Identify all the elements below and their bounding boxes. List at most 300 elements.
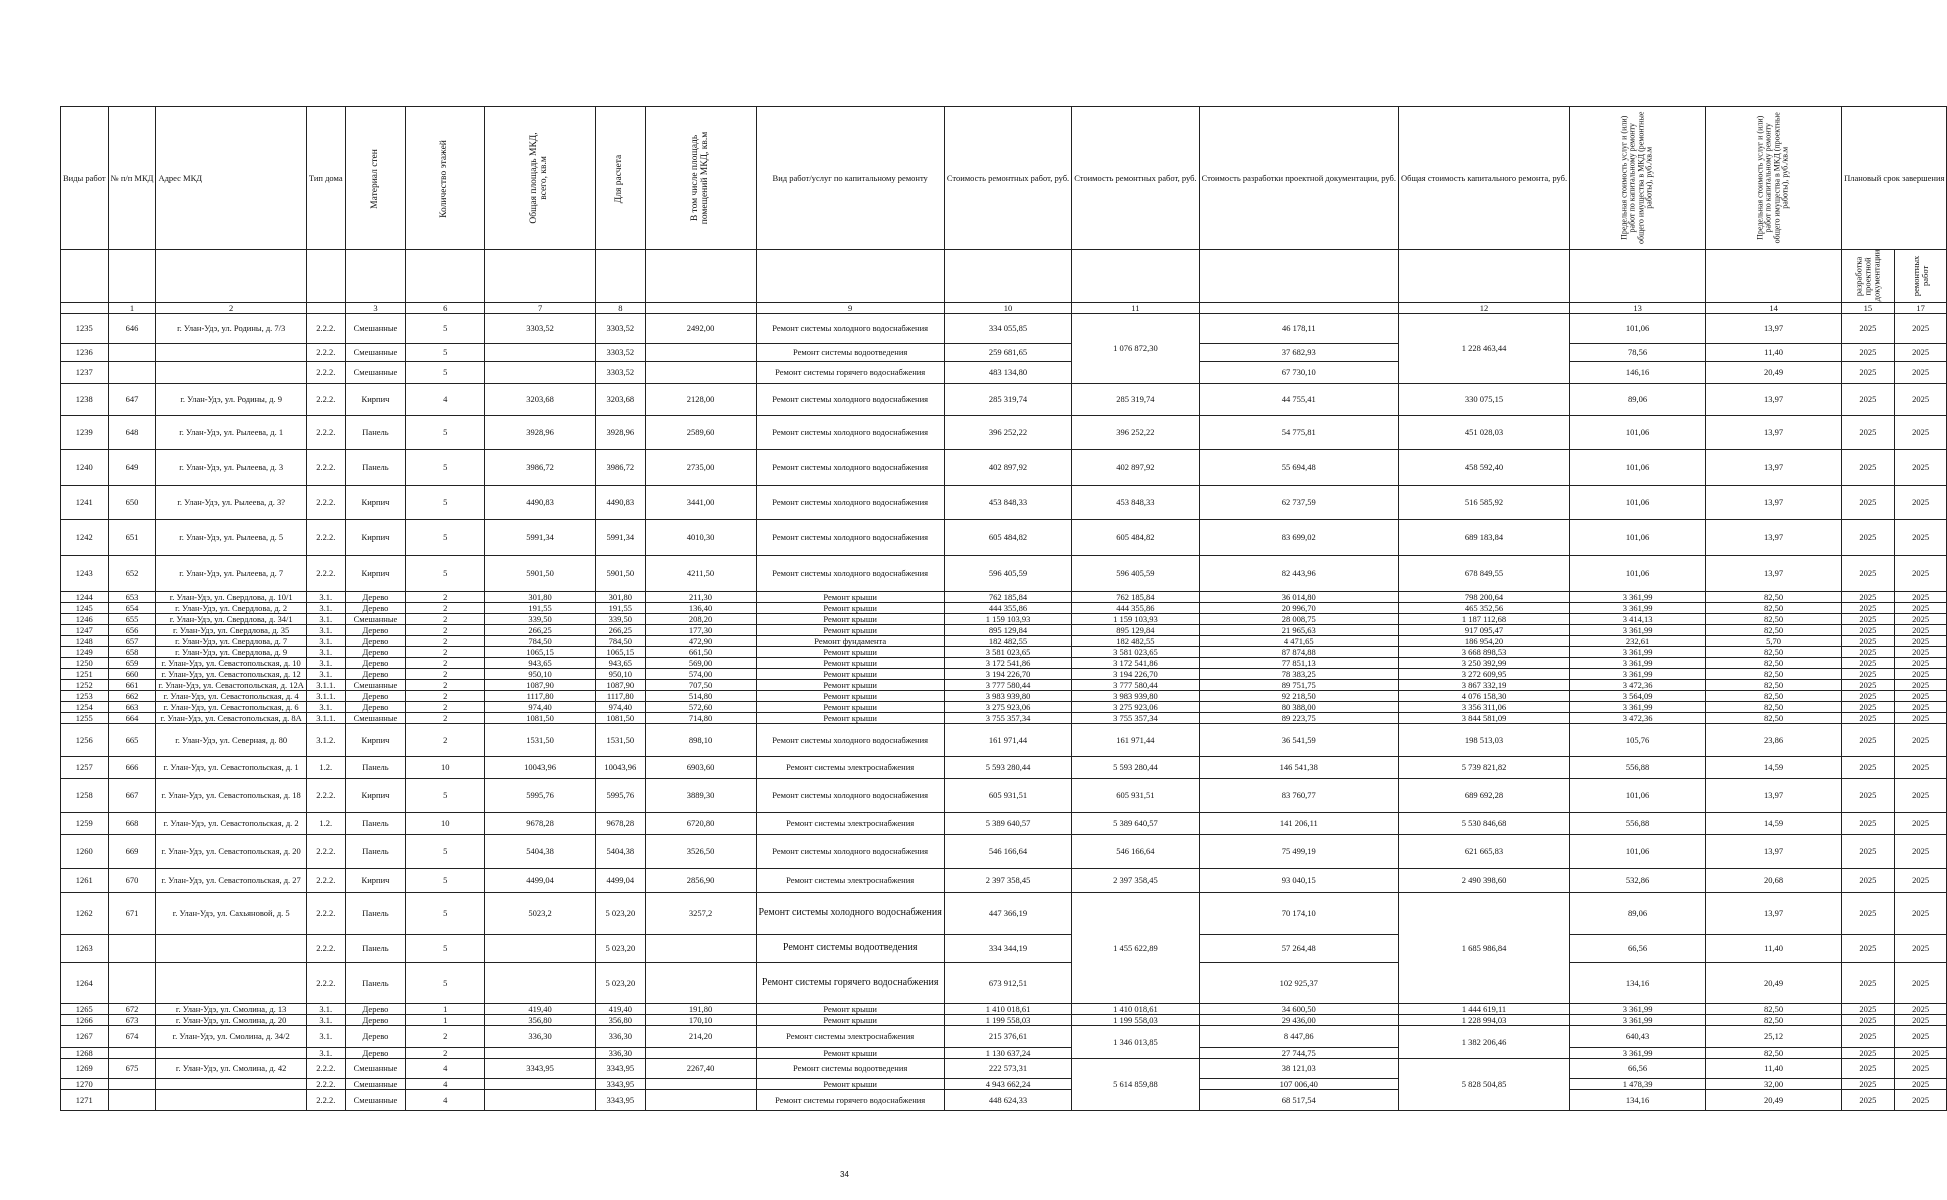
total-cost: 451 028,03 (1399, 416, 1570, 450)
repair-cost: 483 134,80 (944, 362, 1071, 384)
row-number: 1239 (61, 416, 109, 450)
floors: 5 (406, 520, 485, 556)
mkd-number: 673 (108, 1015, 156, 1026)
work-kind: Ремонт системы горячего водоснабжения (756, 963, 944, 1004)
repair-cost-total: 5 389 640,57 (1072, 813, 1199, 835)
column-number-cell: 10 (944, 303, 1071, 314)
limit-design: 14,59 (1706, 757, 1842, 779)
wall-material: Панель (345, 835, 406, 869)
house-type: 3.1. (306, 1004, 345, 1015)
repair-cost-total: 3 755 357,34 (1072, 713, 1199, 724)
deadline-repair: 2025 (1894, 813, 1947, 835)
design-cost: 83 699,02 (1199, 520, 1398, 556)
repair-cost: 3 172 541,86 (944, 658, 1071, 669)
floors: 2 (406, 691, 485, 702)
limit-design: 20,49 (1706, 1090, 1842, 1111)
house-type: 3.1. (306, 603, 345, 614)
design-cost: 54 775,81 (1199, 416, 1398, 450)
table-row (61, 869, 1947, 893)
floors: 2 (406, 680, 485, 691)
column-number-cell: 11 (1072, 303, 1199, 314)
work-kind: Ремонт системы электроснабжения (756, 869, 944, 893)
page-number: 34 (840, 1170, 849, 1179)
total-area: 1087,90 (485, 680, 596, 691)
deadline-repair: 2025 (1894, 520, 1947, 556)
total-area (485, 963, 596, 1004)
house-type: 3.1.2. (306, 724, 345, 757)
floors: 2 (406, 1048, 485, 1059)
table-row (61, 416, 1947, 450)
mkd-number (108, 935, 156, 963)
floors: 5 (406, 869, 485, 893)
work-kind: Ремонт крыши (756, 1048, 944, 1059)
header-mkd-number: № п/п МКД (108, 107, 156, 250)
repair-cost: 1 159 103,93 (944, 614, 1071, 625)
premises-area (645, 362, 756, 384)
total-area: 301,80 (485, 592, 596, 603)
premises-area: 4211,50 (645, 556, 756, 592)
wall-material: Панель (345, 450, 406, 486)
table-row (61, 691, 1947, 702)
total-cost: 186 954,20 (1399, 636, 1570, 647)
total-cost: 3 844 581,09 (1399, 713, 1570, 724)
deadline-design: 2025 (1842, 1079, 1895, 1090)
wall-material: Смешанные (345, 314, 406, 344)
calc-area: 3986,72 (596, 450, 645, 486)
work-kind: Ремонт системы холодного водоснабжения (756, 556, 944, 592)
row-number: 1261 (61, 869, 109, 893)
house-type: 2.2.2. (306, 556, 345, 592)
total-area: 266,25 (485, 625, 596, 636)
total-cost: 1 228 994,03 (1399, 1015, 1570, 1026)
floors: 5 (406, 450, 485, 486)
limit-design: 82,50 (1706, 647, 1842, 658)
limit-repair: 3 472,36 (1570, 713, 1706, 724)
header-total-cost: Общая стоимость капитального ремонта, руб. (1399, 107, 1570, 250)
calc-area: 1117,80 (596, 691, 645, 702)
total-cost: 1 228 463,44 (1399, 314, 1570, 384)
table-row (61, 556, 1947, 592)
design-cost: 70 174,10 (1199, 893, 1398, 935)
table-row (61, 935, 1947, 963)
repair-cost-total: 1 199 558,03 (1072, 1015, 1199, 1026)
column-number-cell: 13 (1570, 303, 1706, 314)
limit-repair: 101,06 (1570, 486, 1706, 520)
repair-cost: 3 777 580,44 (944, 680, 1071, 691)
repair-cost: 1 410 018,61 (944, 1004, 1071, 1015)
table-row (61, 636, 1947, 647)
deadline-design: 2025 (1842, 713, 1895, 724)
wall-material: Дерево (345, 1004, 406, 1015)
repair-cost: 448 624,33 (944, 1090, 1071, 1111)
work-kind: Ремонт системы холодного водоснабжения (756, 450, 944, 486)
mkd-number (108, 963, 156, 1004)
address: г. Улан-Удэ, ул. Севастопольская, д. 4 (156, 691, 306, 702)
floors: 4 (406, 1090, 485, 1111)
premises-area (645, 1079, 756, 1090)
row-number: 1257 (61, 757, 109, 779)
repair-cost-total: 396 252,22 (1072, 416, 1199, 450)
calc-area: 266,25 (596, 625, 645, 636)
address: г. Улан-Удэ, ул. Севастопольская, д. 10 (156, 658, 306, 669)
address: г. Улан-Удэ, ул. Севастопольская, д. 2 (156, 813, 306, 835)
repair-cost: 673 912,51 (944, 963, 1071, 1004)
total-cost: 798 200,64 (1399, 592, 1570, 603)
calc-area: 336,30 (596, 1026, 645, 1048)
deadline-design: 2025 (1842, 486, 1895, 520)
house-type: 2.2.2. (306, 835, 345, 869)
premises-area: 2735,00 (645, 450, 756, 486)
limit-design: 13,97 (1706, 314, 1842, 344)
table-row (61, 669, 1947, 680)
deadline-repair: 2025 (1894, 486, 1947, 520)
table-row (61, 1079, 1947, 1090)
limit-design: 82,50 (1706, 713, 1842, 724)
total-area: 3986,72 (485, 450, 596, 486)
house-type: 1.2. (306, 757, 345, 779)
work-kind: Ремонт крыши (756, 702, 944, 713)
premises-area: 569,00 (645, 658, 756, 669)
deadline-repair: 2025 (1894, 450, 1947, 486)
deadline-repair: 2025 (1894, 1004, 1947, 1015)
table-row (61, 893, 1947, 935)
limit-repair: 556,88 (1570, 757, 1706, 779)
deadline-design: 2025 (1842, 757, 1895, 779)
header-premises-area: В том числе площадь помещений МКД, кв.м (645, 107, 756, 250)
calc-area: 4499,04 (596, 869, 645, 893)
deadline-design: 2025 (1842, 603, 1895, 614)
total-area: 9678,28 (485, 813, 596, 835)
deadline-repair: 2025 (1894, 416, 1947, 450)
row-number: 1269 (61, 1059, 109, 1079)
deadline-design: 2025 (1842, 636, 1895, 647)
address: г. Улан-Удэ, ул. Рылеева, д. 1 (156, 416, 306, 450)
deadline-design: 2025 (1842, 1015, 1895, 1026)
total-cost: 3 867 332,19 (1399, 680, 1570, 691)
wall-material: Смешанные (345, 344, 406, 362)
column-number-cell: 15 (1842, 303, 1895, 314)
design-cost: 44 755,41 (1199, 384, 1398, 416)
mkd-number: 653 (108, 592, 156, 603)
floors: 5 (406, 935, 485, 963)
mkd-number: 648 (108, 416, 156, 450)
repair-cost-total: 1 159 103,93 (1072, 614, 1199, 625)
deadline-design: 2025 (1842, 625, 1895, 636)
calc-area: 974,40 (596, 702, 645, 713)
limit-repair: 101,06 (1570, 314, 1706, 344)
repair-cost: 259 681,65 (944, 344, 1071, 362)
calc-area: 784,50 (596, 636, 645, 647)
floors: 10 (406, 757, 485, 779)
design-cost: 20 996,70 (1199, 603, 1398, 614)
deadline-design: 2025 (1842, 835, 1895, 869)
limit-repair: 532,86 (1570, 869, 1706, 893)
deadline-repair: 2025 (1894, 362, 1947, 384)
mkd-number: 669 (108, 835, 156, 869)
total-area: 950,10 (485, 669, 596, 680)
address: г. Улан-Удэ, ул. Севастопольская, д. 1 (156, 757, 306, 779)
design-cost: 83 760,77 (1199, 779, 1398, 813)
total-cost: 1 685 986,84 (1399, 893, 1570, 1004)
work-kind: Ремонт системы холодного водоснабжения (756, 779, 944, 813)
repair-cost-total: 2 397 358,45 (1072, 869, 1199, 893)
premises-area: 472,90 (645, 636, 756, 647)
address (156, 362, 306, 384)
premises-area: 3889,30 (645, 779, 756, 813)
premises-area: 214,20 (645, 1026, 756, 1048)
work-kind: Ремонт крыши (756, 658, 944, 669)
total-area: 1065,15 (485, 647, 596, 658)
calc-area: 356,80 (596, 1015, 645, 1026)
design-cost: 8 447,86 (1199, 1026, 1398, 1048)
total-cost: 5 530 846,68 (1399, 813, 1570, 835)
mkd-number: 672 (108, 1004, 156, 1015)
work-kind: Ремонт крыши (756, 1079, 944, 1090)
table-row (61, 614, 1947, 625)
wall-material: Кирпич (345, 779, 406, 813)
repair-cost: 596 405,59 (944, 556, 1071, 592)
row-number: 1258 (61, 779, 109, 813)
premises-area: 136,40 (645, 603, 756, 614)
repair-cost-total: 3 172 541,86 (1072, 658, 1199, 669)
row-number: 1241 (61, 486, 109, 520)
mkd-number: 660 (108, 669, 156, 680)
calc-area: 3343,95 (596, 1090, 645, 1111)
column-number-row (61, 303, 1947, 314)
repair-cost: 605 484,82 (944, 520, 1071, 556)
repair-cost: 1 130 637,24 (944, 1048, 1071, 1059)
total-cost: 465 352,56 (1399, 603, 1570, 614)
total-area: 5995,76 (485, 779, 596, 813)
calc-area: 3343,95 (596, 1079, 645, 1090)
premises-area: 2492,00 (645, 314, 756, 344)
column-number-cell: 3 (345, 303, 406, 314)
mkd-number: 655 (108, 614, 156, 625)
design-cost: 36 541,59 (1199, 724, 1398, 757)
address: г. Улан-Удэ, ул. Смолина, д. 20 (156, 1015, 306, 1026)
limit-repair: 3 361,99 (1570, 702, 1706, 713)
repair-cost: 605 931,51 (944, 779, 1071, 813)
total-area: 1081,50 (485, 713, 596, 724)
wall-material: Дерево (345, 625, 406, 636)
floors: 2 (406, 669, 485, 680)
work-kind: Ремонт системы холодного водоснабжения (756, 416, 944, 450)
work-kind: Ремонт крыши (756, 680, 944, 691)
premises-area: 211,30 (645, 592, 756, 603)
address: г. Улан-Удэ, ул. Севастопольская, д. 18 (156, 779, 306, 813)
total-area: 3928,96 (485, 416, 596, 450)
repair-cost-total: 3 777 580,44 (1072, 680, 1199, 691)
limit-design: 13,97 (1706, 486, 1842, 520)
column-number-cell: 2 (156, 303, 306, 314)
table-row (61, 603, 1947, 614)
calc-area: 5404,38 (596, 835, 645, 869)
wall-material: Кирпич (345, 869, 406, 893)
premises-area: 2589,60 (645, 416, 756, 450)
calc-area: 950,10 (596, 669, 645, 680)
total-area: 3303,52 (485, 314, 596, 344)
house-type: 2.2.2. (306, 486, 345, 520)
design-cost: 37 682,93 (1199, 344, 1398, 362)
wall-material: Смешанные (345, 614, 406, 625)
limit-repair: 556,88 (1570, 813, 1706, 835)
premises-area: 714,80 (645, 713, 756, 724)
design-cost: 92 218,50 (1199, 691, 1398, 702)
row-number: 1240 (61, 450, 109, 486)
table-row (61, 835, 1947, 869)
mkd-number: 675 (108, 1059, 156, 1079)
deadline-design: 2025 (1842, 724, 1895, 757)
total-area (485, 1048, 596, 1059)
work-kind: Ремонт системы электроснабжения (756, 813, 944, 835)
total-area: 1117,80 (485, 691, 596, 702)
total-area: 1531,50 (485, 724, 596, 757)
address: г. Улан-Удэ, ул. Сахьяновой, д. 5 (156, 893, 306, 935)
repair-cost-total: 3 581 023,65 (1072, 647, 1199, 658)
mkd-number (108, 1079, 156, 1090)
limit-design: 20,49 (1706, 963, 1842, 1004)
deadline-design: 2025 (1842, 702, 1895, 713)
deadline-repair: 2025 (1894, 384, 1947, 416)
floors: 2 (406, 1026, 485, 1048)
house-type: 2.2.2. (306, 384, 345, 416)
limit-design: 13,97 (1706, 520, 1842, 556)
floors: 5 (406, 835, 485, 869)
design-cost: 141 206,11 (1199, 813, 1398, 835)
address: г. Улан-Удэ, ул. Севастопольская, д. 20 (156, 835, 306, 869)
design-cost: 38 121,03 (1199, 1059, 1398, 1079)
repair-cost-total: 596 405,59 (1072, 556, 1199, 592)
row-number: 1242 (61, 520, 109, 556)
deadline-repair: 2025 (1894, 1048, 1947, 1059)
limit-repair: 3 361,99 (1570, 625, 1706, 636)
mkd-number: 665 (108, 724, 156, 757)
deadline-repair: 2025 (1894, 1015, 1947, 1026)
house-type: 2.2.2. (306, 963, 345, 1004)
repair-cost: 3 755 357,34 (944, 713, 1071, 724)
address (156, 963, 306, 1004)
house-type: 2.2.2. (306, 450, 345, 486)
total-cost: 917 095,47 (1399, 625, 1570, 636)
work-kind: Ремонт крыши (756, 713, 944, 724)
limit-repair: 105,76 (1570, 724, 1706, 757)
design-cost: 82 443,96 (1199, 556, 1398, 592)
limit-repair: 3 361,99 (1570, 603, 1706, 614)
header-limit-design: Предельная стоимость услуг и (или) работ по капитальному ремонту общего имущества в МКД (проектные работы), руб./кв.м (1706, 107, 1842, 250)
total-area: 4490,83 (485, 486, 596, 520)
limit-repair: 134,16 (1570, 963, 1706, 1004)
column-number-cell (645, 303, 756, 314)
limit-design: 14,59 (1706, 813, 1842, 835)
repair-cost: 3 194 226,70 (944, 669, 1071, 680)
limit-repair: 101,06 (1570, 416, 1706, 450)
deadline-repair: 2025 (1894, 344, 1947, 362)
deadline-design: 2025 (1842, 935, 1895, 963)
wall-material: Смешанные (345, 362, 406, 384)
row-number: 1264 (61, 963, 109, 1004)
premises-area: 3441,00 (645, 486, 756, 520)
work-kind: Ремонт системы холодного водоснабжения (756, 486, 944, 520)
design-cost: 27 744,75 (1199, 1048, 1398, 1059)
premises-area: 574,00 (645, 669, 756, 680)
limit-design: 20,68 (1706, 869, 1842, 893)
house-type: 1.2. (306, 813, 345, 835)
repair-cost-total: 605 931,51 (1072, 779, 1199, 813)
row-number: 1235 (61, 314, 109, 344)
repair-cost: 161 971,44 (944, 724, 1071, 757)
floors: 1 (406, 1015, 485, 1026)
table-row (61, 702, 1947, 713)
deadline-repair: 2025 (1894, 658, 1947, 669)
row-number: 1247 (61, 625, 109, 636)
wall-material: Смешанные (345, 680, 406, 691)
work-kind: Ремонт системы водоотведения (756, 344, 944, 362)
house-type: 2.2.2. (306, 1059, 345, 1079)
limit-repair: 66,56 (1570, 1059, 1706, 1079)
repair-cost: 285 319,74 (944, 384, 1071, 416)
table-row (61, 314, 1947, 344)
mkd-number: 663 (108, 702, 156, 713)
repair-cost: 3 581 023,65 (944, 647, 1071, 658)
total-cost: 516 585,92 (1399, 486, 1570, 520)
limit-repair: 3 472,36 (1570, 680, 1706, 691)
total-area (485, 1079, 596, 1090)
mkd-number: 658 (108, 647, 156, 658)
calc-area: 943,65 (596, 658, 645, 669)
deadline-repair: 2025 (1894, 702, 1947, 713)
design-cost: 62 737,59 (1199, 486, 1398, 520)
repair-cost: 447 366,19 (944, 893, 1071, 935)
total-cost: 1 444 619,11 (1399, 1004, 1570, 1015)
calc-area: 419,40 (596, 1004, 645, 1015)
limit-repair: 134,16 (1570, 1090, 1706, 1111)
house-type: 2.2.2. (306, 1079, 345, 1090)
design-cost: 34 600,50 (1199, 1004, 1398, 1015)
row-number: 1267 (61, 1026, 109, 1048)
limit-repair: 101,06 (1570, 520, 1706, 556)
wall-material: Дерево (345, 1015, 406, 1026)
address: г. Улан-Удэ, ул. Смолина, д. 34/2 (156, 1026, 306, 1048)
premises-area: 2128,00 (645, 384, 756, 416)
total-area: 419,40 (485, 1004, 596, 1015)
repair-cost: 5 593 280,44 (944, 757, 1071, 779)
total-cost: 5 828 504,85 (1399, 1059, 1570, 1111)
column-number-cell: 12 (1399, 303, 1570, 314)
house-type: 2.2.2. (306, 362, 345, 384)
floors: 1 (406, 1004, 485, 1015)
limit-design: 82,50 (1706, 702, 1842, 713)
limit-repair: 101,06 (1570, 556, 1706, 592)
total-area: 356,80 (485, 1015, 596, 1026)
calc-area: 5901,50 (596, 556, 645, 592)
mkd-number: 651 (108, 520, 156, 556)
deadline-design: 2025 (1842, 614, 1895, 625)
row-number: 1270 (61, 1079, 109, 1090)
row-number: 1263 (61, 935, 109, 963)
calc-area: 3303,52 (596, 362, 645, 384)
house-type: 2.2.2. (306, 779, 345, 813)
mkd-number: 647 (108, 384, 156, 416)
deadline-repair: 2025 (1894, 835, 1947, 869)
row-number: 1252 (61, 680, 109, 691)
floors: 5 (406, 486, 485, 520)
wall-material: Панель (345, 757, 406, 779)
address: г. Улан-Удэ, ул. Смолина, д. 13 (156, 1004, 306, 1015)
wall-material: Кирпич (345, 556, 406, 592)
total-area: 336,30 (485, 1026, 596, 1048)
limit-design: 13,97 (1706, 779, 1842, 813)
work-kind: Ремонт системы водоотведения (756, 1059, 944, 1079)
